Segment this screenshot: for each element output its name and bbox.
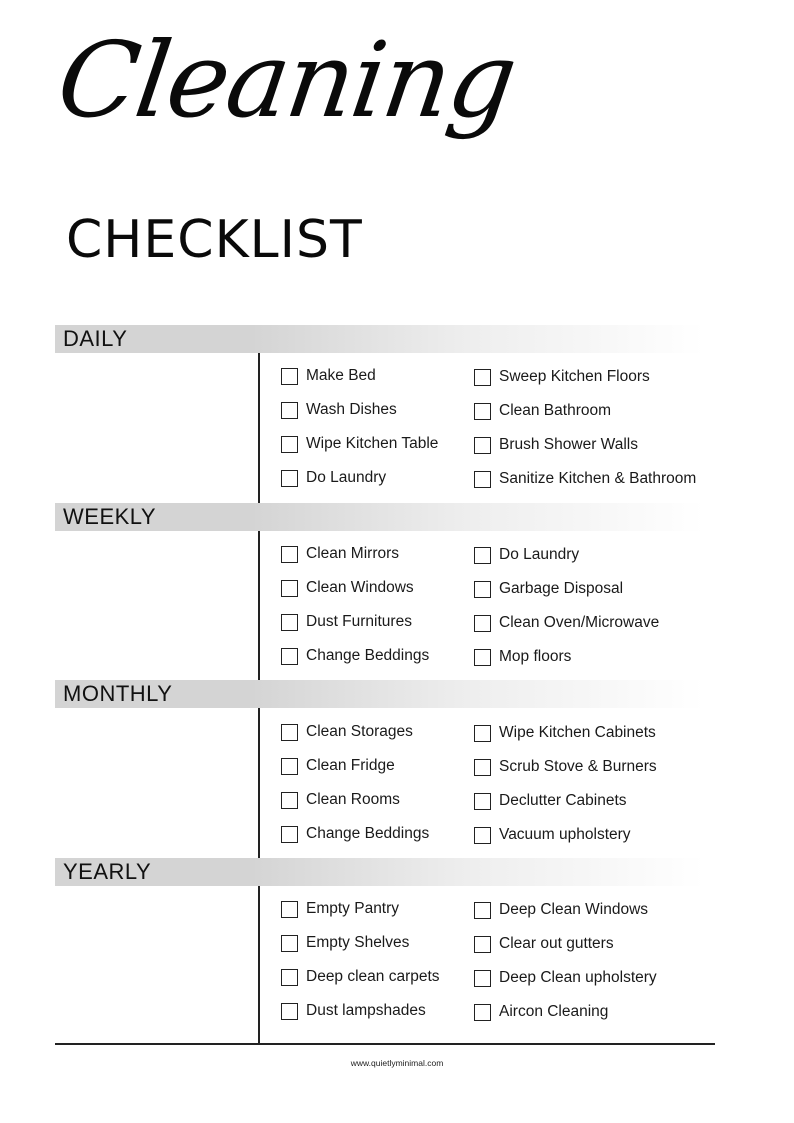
checklist-item[interactable] — [281, 932, 409, 954]
checkbox[interactable] — [474, 970, 491, 987]
checklist-item[interactable] — [281, 433, 438, 455]
checkbox[interactable] — [281, 546, 298, 563]
checklist-item[interactable] — [474, 790, 627, 812]
checklist-item[interactable] — [474, 468, 696, 490]
section-label: MONTHLY — [63, 681, 173, 706]
item-label: Clean Windows — [306, 579, 414, 596]
checkbox[interactable] — [474, 547, 491, 564]
checklist-item[interactable] — [474, 366, 650, 388]
item-label: Make Bed — [306, 367, 376, 384]
checklist-item[interactable] — [281, 645, 429, 667]
checkbox[interactable] — [474, 403, 491, 420]
checkbox[interactable] — [281, 436, 298, 453]
checklist-item[interactable] — [281, 365, 376, 387]
checklist-item[interactable] — [281, 721, 413, 743]
item-label: Wash Dishes — [306, 401, 397, 418]
checklist-item[interactable] — [281, 898, 399, 920]
checklist-item[interactable] — [474, 722, 656, 744]
checkbox[interactable] — [281, 758, 298, 775]
item-label: Do Laundry — [499, 546, 580, 563]
item-label: Scrub Stove & Burners — [499, 758, 657, 775]
item-label: Dust lampshades — [306, 1002, 426, 1019]
item-label: Aircon Cleaning — [499, 1003, 609, 1020]
checklist-item[interactable] — [281, 577, 414, 599]
section-label: WEEKLY — [63, 504, 157, 529]
checklist-item[interactable] — [474, 824, 631, 846]
checkbox[interactable] — [474, 936, 491, 953]
item-label: Clean Storages — [306, 723, 413, 740]
item-label: Clear out gutters — [499, 935, 614, 952]
checklist-item[interactable] — [281, 966, 440, 988]
item-label: Deep Clean Windows — [499, 901, 649, 918]
item-label: Change Beddings — [306, 825, 430, 842]
item-label: Clean Bathroom — [499, 402, 612, 419]
item-label: Deep Clean upholstery — [499, 969, 657, 986]
checklist-item[interactable] — [474, 756, 657, 778]
checklist-item[interactable] — [281, 467, 386, 489]
checkbox[interactable] — [474, 725, 491, 742]
checklist-item[interactable] — [474, 400, 611, 422]
checklist-item[interactable] — [281, 823, 429, 845]
checkbox[interactable] — [281, 901, 298, 918]
checkbox[interactable] — [281, 826, 298, 843]
checkbox[interactable] — [281, 935, 298, 952]
item-label: Do Laundry — [306, 469, 387, 486]
item-label: Change Beddings — [306, 647, 430, 664]
checklist-item[interactable] — [281, 611, 412, 633]
checklist-item[interactable] — [474, 967, 657, 989]
checkbox[interactable] — [474, 902, 491, 919]
checklist-item[interactable] — [474, 646, 571, 668]
checkbox[interactable] — [281, 792, 298, 809]
checkbox[interactable] — [474, 793, 491, 810]
checkbox[interactable] — [474, 615, 491, 632]
checkbox[interactable] — [474, 437, 491, 454]
checkbox[interactable] — [281, 368, 298, 385]
checklist-item[interactable] — [474, 544, 579, 566]
checklist-item[interactable] — [474, 933, 614, 955]
checkbox[interactable] — [281, 614, 298, 631]
item-label: Deep clean carpets — [306, 968, 440, 985]
checklist-item[interactable] — [474, 578, 623, 600]
item-label: Empty Shelves — [306, 934, 410, 951]
checkbox[interactable] — [474, 649, 491, 666]
item-label: Declutter Cabinets — [499, 792, 627, 809]
checkbox[interactable] — [474, 759, 491, 776]
script-title: Cleaning — [50, 19, 523, 141]
item-label: Dust Furnitures — [306, 613, 412, 630]
checklist-item[interactable] — [474, 1001, 608, 1023]
bottom-divider — [55, 1043, 715, 1045]
checklist-item[interactable] — [474, 899, 648, 921]
item-label: Clean Mirrors — [306, 545, 400, 562]
checklist-item[interactable] — [281, 789, 400, 811]
checklist-item[interactable] — [281, 1000, 426, 1022]
item-label: Mop floors — [499, 648, 572, 665]
checklist-item[interactable] — [281, 399, 397, 421]
checklist-heading: CHECKLIST — [66, 210, 363, 270]
checkbox[interactable] — [474, 471, 491, 488]
checkbox[interactable] — [281, 724, 298, 741]
item-label: Clean Oven/Microwave — [499, 614, 660, 631]
item-label: Wipe Kitchen Table — [306, 435, 439, 452]
checkbox[interactable] — [281, 470, 298, 487]
item-label: Brush Shower Walls — [499, 436, 638, 453]
item-label: Empty Pantry — [306, 900, 400, 917]
item-label: Wipe Kitchen Cabinets — [499, 724, 656, 741]
item-label: Clean Fridge — [306, 757, 395, 774]
checkbox[interactable] — [281, 1003, 298, 1020]
checklist-item[interactable] — [281, 543, 399, 565]
checkbox[interactable] — [474, 581, 491, 598]
checklist-item[interactable] — [474, 434, 638, 456]
footer-website: www.quietlyminimal.com — [350, 1058, 444, 1068]
item-label: Vacuum upholstery — [499, 826, 631, 843]
section-label: YEARLY — [63, 859, 152, 884]
checkbox[interactable] — [281, 969, 298, 986]
checkbox[interactable] — [474, 827, 491, 844]
checkbox[interactable] — [281, 648, 298, 665]
checklist-item[interactable] — [474, 612, 659, 634]
section-band — [55, 325, 705, 353]
item-label: Sanitize Kitchen & Bathroom — [499, 470, 697, 487]
checklist-item[interactable] — [281, 755, 395, 777]
checkbox[interactable] — [281, 402, 298, 419]
checkbox[interactable] — [474, 369, 491, 386]
checkbox[interactable] — [281, 580, 298, 597]
section-label: DAILY — [63, 326, 128, 351]
item-label: Sweep Kitchen Floors — [499, 368, 650, 385]
item-label: Clean Rooms — [306, 791, 400, 808]
item-label: Garbage Disposal — [499, 580, 624, 597]
checkbox[interactable] — [474, 1004, 491, 1021]
section-band — [55, 858, 705, 886]
